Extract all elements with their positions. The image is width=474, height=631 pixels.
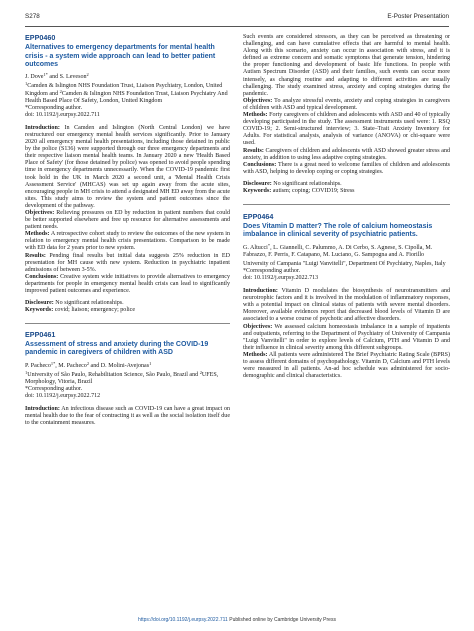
left-column <box>25 34 230 434</box>
abstract-title: Alternatives to emergency departments for mental health crisis - a system wide approach can lead to better patient outcomes <box>25 44 216 68</box>
section-title: E-Poster Presentation <box>387 13 449 20</box>
objectives-paragraph: Objectives: We assessed calcium homeostasis imbalance in a sample of inpatients and outpatients, referring to the Department of Psychiatry of University of Campania "Luigi Vanvitelli" in order to explore levels of Calcium, PTH and Vitamin D and their influence in clinical severity among this different subgroups. <box>243 323 450 351</box>
published-text: Published online by Cambridge University Press <box>229 617 336 623</box>
abstract-doi: doi: 10.1192/j.eurpsy.2022.712 <box>25 393 101 400</box>
keywords: Keywords: autism; coping; COVID19; Stress <box>243 187 355 194</box>
abstract-doi: doi: 10.1192/j.eurpsy.2022.711 <box>25 111 100 118</box>
abstract-authors: G. Altucci*, L. Giannelli, C. Palummo, A. Di Cerbo, S. Agnese, S. Cipolla, M. Fabrazzo, F. Perris, F. Catapano, M. Luciano, G. Sampogna and A. Fiorillo <box>243 242 433 258</box>
section-divider <box>25 323 230 324</box>
abstract-code: EPP0464 <box>243 211 274 221</box>
page-footer <box>0 617 474 623</box>
abstract-epp0461 <box>25 331 230 428</box>
doi-link[interactable]: https://doi.org/10.1192/j.eurpsy.2022.711 <box>138 617 228 623</box>
corresponding-author: *Corresponding author. <box>25 386 83 393</box>
intro-paragraph: Introduction: An infectious disease such as COVID-19 can have a great impact on mental health due to the fear of contracting it as well as the social isolation itself due to the containment measures. <box>25 406 230 427</box>
results-paragraph: Results: Caregivers of children and adolescents with ASD showed greater stress and anxiety, in addition to using less adaptive coping strategies. <box>243 147 450 161</box>
corresponding-author: *Corresponding author. <box>243 267 301 274</box>
methods-paragraph: Methods: A retrospective cohort study to review the outcomes of the new system in relation to emergency mental health crisis presentations. Comparison to be made with ED data for 2 years prior to new system. <box>25 231 230 252</box>
right-column <box>243 34 450 386</box>
abstract-affiliations: $^1$University of São Paulo, Rehabilitation Science, São Paulo, Brazil and $^2$UFES, Morphology, Vitoria, Brazil <box>25 369 219 385</box>
disclosure: Disclosure: No significant relationships. <box>243 180 342 187</box>
conclusions-paragraph: Conclusions: There is a great need to welcome families of children and adolescents with ASD, helping to develop coping or coping strategies. <box>243 161 450 175</box>
abstract-doi: doi: 10.1192/j.eurpsy.2022.713 <box>243 274 319 281</box>
abstract-title: Does Vitamin D matter? The role of calcium homeostasis imbalance in clinical severity of psychiatric patients. <box>243 222 433 239</box>
intro-paragraph: Introduction: In Camden and Islington (North Central London) we have restructured our emergency mental health services significantly. Prior to January 2020 all emergency mental health presentations, including those detained in public by the police (S136) were supported through our three emergency departments and their respective liaison mental health teams. In January 2020 a new 'Health Based Place of Safety' (for those detained by police) was opened to avoid people spending time in emergency departments unnecessarily. When the COVID-19 pandemic first took hold in the UK in March 2020 a second unit, a 'Mental Health Crisis Assessment Service' (MHCAS) was set up again away from the acute sites, encouraging people in MH crisis to attend a designated MH ED away from the acute sites. This study aims to review the system and patient outcomes since the development of the pathway. <box>25 124 230 209</box>
objectives-paragraph: Objectives: Relieving pressures on ED by reduction in patient numbers that could be better supported elsewhere and free up resource for alternative assessments and patient needs. <box>25 210 230 231</box>
header-rule <box>25 26 449 27</box>
objectives-paragraph: Objectives: To analyze stressful events, anxiety and coping strategies in caregivers of children with ASD and typical development. <box>243 97 450 111</box>
abstract-authors: J. Dove$^{1*}$ and S. Leveson$^2$ <box>25 72 89 81</box>
abstract-epp0464 <box>243 213 450 381</box>
methods-paragraph: Methods: Forty caregivers of children and adolescents with ASD and 40 of typically developing participated in the study. The assessment instruments used were: 1. RSQ COVID-19; 2. Semi-structured interview; 3. State–Trait Anxiety Inventory for Adults. For statistical analysis, analysis of variance (ANOVA) or chi-square were used. <box>243 112 450 147</box>
abstract-epp0460 <box>25 34 230 314</box>
abstract-title: Assessment of stress and anxiety during the COVID-19 pandemic in caregivers of children with ASD <box>25 341 209 357</box>
corresponding-author: *Corresponding author. <box>25 104 83 111</box>
abstract-affiliations: $^1$Camden & Islington NHS Foundation Trust, Liaison Psychiatry, London, United Kingdom and $^2$Camden & Islington NHS Foundation Trust, Liaison Psychiatry And Health Based Place Of Safety, London, United Kingdom <box>25 81 228 104</box>
methods-paragraph: Methods: All patients were administered The Brief Psychiatric Rating Scale (BPRS) to assess different domains of psychopathology. Vitamin D, Calcium and PTH levels were measured in all patients. An-ad hoc schedule was administered for socio-demographic and clinical characteristics. <box>243 351 450 380</box>
intro-continued: Such events are considered stressors, as they can be perceived as threatening or challenging, and can have cumulative effects that are harmful to mental health. Along with this scenario, anxiety can occur in association with stress, and it is defined as extreme concern and somatic symptoms that generate tension, hindering the proper functioning and development of basic life functions. In people with Autism Spectrum Disorder (ASD) and their families, such events can occur more intensely, as changing routine and adapting to different activities are usually challenging. The study examined stress, anxiety and coping strategies during the pandemic. <box>243 34 450 97</box>
results-paragraph: Results: Pending final results but initial data suggests 25% reduction in ED presentation for MH cause with new system. Reduction in psychiatric inpatient admissions of between 3-5%. <box>25 252 230 273</box>
keywords: Keywords: covid; liaison; emergency; police <box>25 307 136 314</box>
abstract-authors: P. Pacheco$^{1*}$, M. Pacheco$^2$ and D. Molini-Avejonas$^1$ <box>25 360 152 369</box>
abstract-code: EPP0461 <box>25 329 56 339</box>
abstract-affiliations: University of Campania "Luigi Vanvitelli", Department Of Psychiatry, Naples, Italy <box>243 260 446 267</box>
disclosure: Disclosure: No significant relationships. <box>25 300 124 307</box>
intro-paragraph: Introduction: Vitamin D modulates the biosynthesis of neurotransmitters and neurotrophic factors and it is involved in the modulation of inflammatory responses, with a potential impact on clinical status of patients with severe mental disorders. Moreover, available evidences report that decreased blood levels of Vitamin D are associated to a worse course of psychotic and affective disorders. <box>243 288 450 323</box>
abstract-code: EPP0460 <box>25 33 56 42</box>
page-header <box>25 13 449 23</box>
section-divider <box>243 204 450 205</box>
abstract-epp0461-continued <box>243 34 450 195</box>
conclusions-paragraph: Conclusions: Creative system wide initiatives to provide alternatives to emergency departments for people in emergency mental health crisis can lead to significantly improved patient outcomes and experience. <box>25 273 230 295</box>
page-number: S278 <box>25 13 40 20</box>
